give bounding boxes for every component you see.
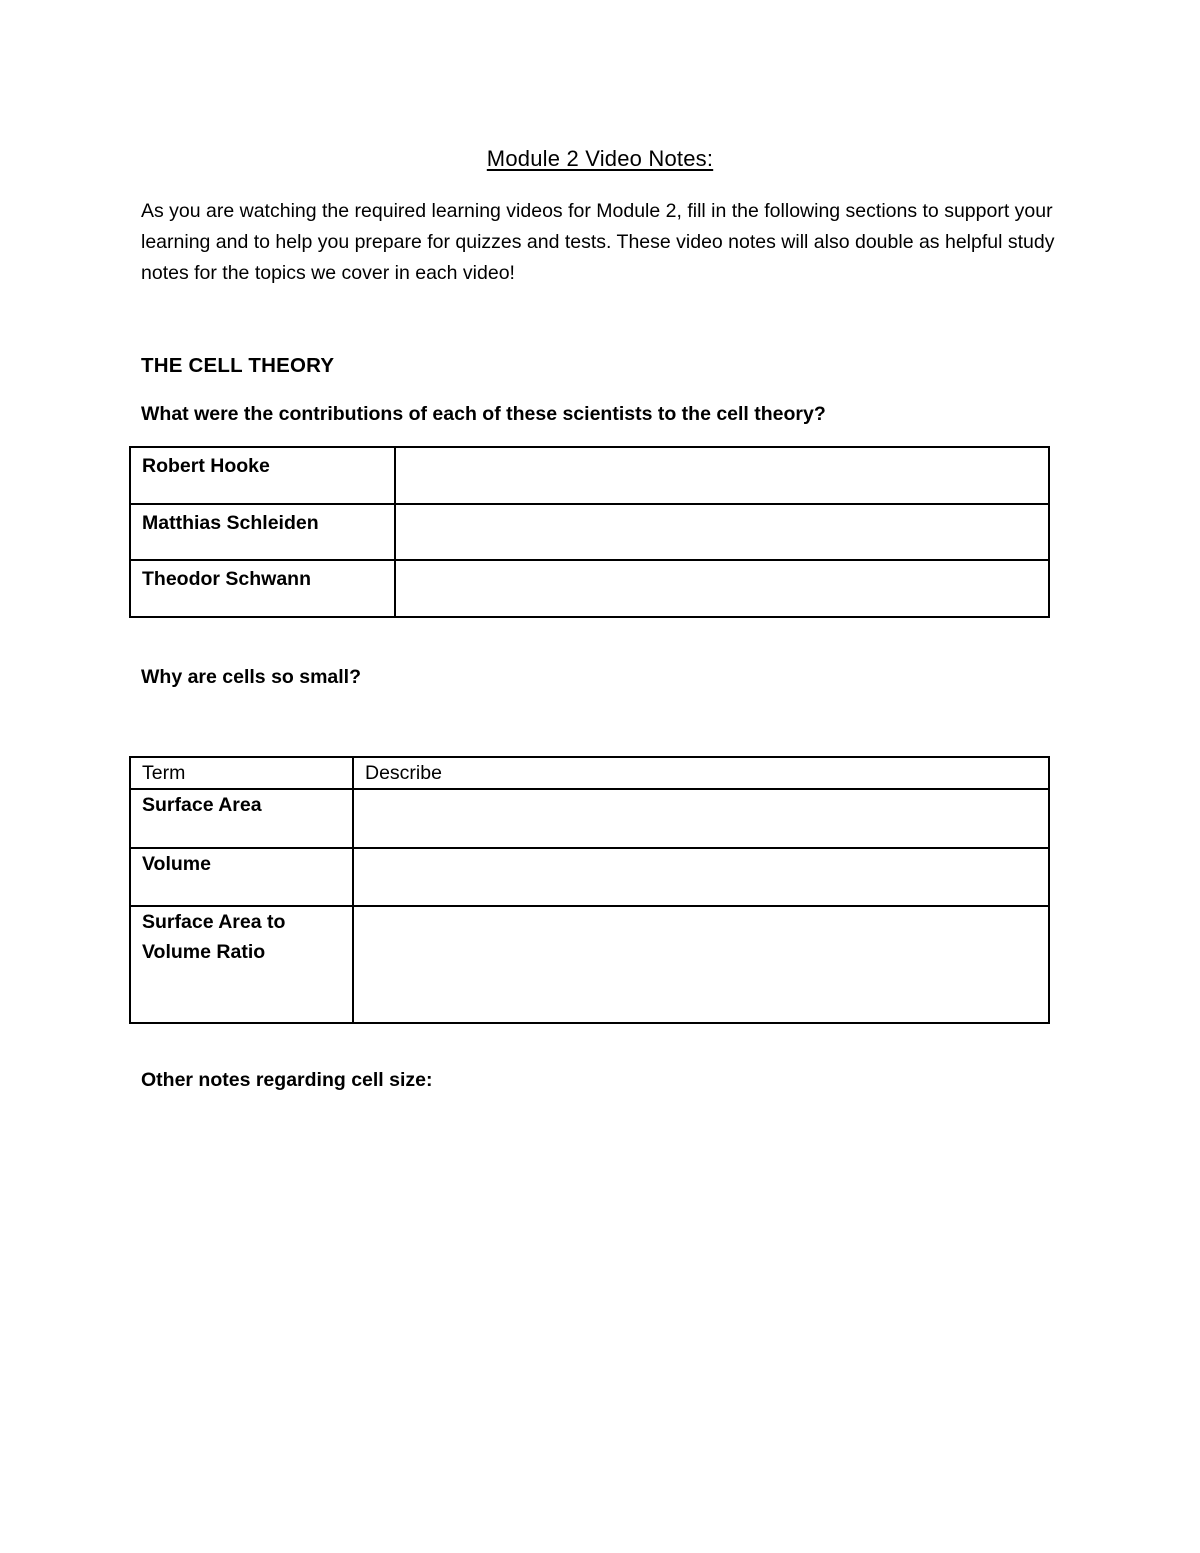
term-label: Surface Area xyxy=(130,789,353,848)
answer-cell[interactable] xyxy=(395,560,1049,617)
table-row xyxy=(130,504,1049,560)
answer-cell[interactable] xyxy=(395,447,1049,504)
table-row xyxy=(130,560,1049,617)
scientist-name: Matthias Schleiden xyxy=(130,504,395,560)
page-title: Module 2 Video Notes: xyxy=(486,146,714,171)
cell-size-question: Why are cells so small? xyxy=(141,666,362,688)
term-label: Surface Area to Volume Ratio xyxy=(130,906,353,1023)
intro-paragraph: As you are watching the required learning videos for Module 2, fill in the following sections to support your learning and to help you prepare for quizzes and tests. These video notes will also double as helpful study notes for the topics we cover in each video! xyxy=(141,200,1055,284)
table-row xyxy=(130,789,1049,848)
table-row xyxy=(130,848,1049,906)
description-cell[interactable] xyxy=(353,906,1049,1023)
other-notes-label: Other notes regarding cell size: xyxy=(141,1069,433,1091)
description-cell[interactable] xyxy=(353,848,1049,906)
scientist-name: Theodor Schwann xyxy=(130,560,395,617)
table-row xyxy=(130,906,1049,1023)
cell-theory-question: What were the contributions of each of these scientists to the cell theory? xyxy=(141,403,826,425)
answer-cell[interactable] xyxy=(395,504,1049,560)
description-cell[interactable] xyxy=(353,789,1049,848)
section-heading-cell-theory: THE CELL THEORY xyxy=(141,354,335,377)
column-header-term: Term xyxy=(130,757,353,789)
table-header-row xyxy=(130,757,1049,789)
column-header-describe: Describe xyxy=(353,757,1049,789)
scientists-table xyxy=(129,446,1050,618)
terms-table xyxy=(129,756,1050,1024)
table-row xyxy=(130,447,1049,504)
term-label: Volume xyxy=(130,848,353,906)
scientist-name: Robert Hooke xyxy=(130,447,395,504)
